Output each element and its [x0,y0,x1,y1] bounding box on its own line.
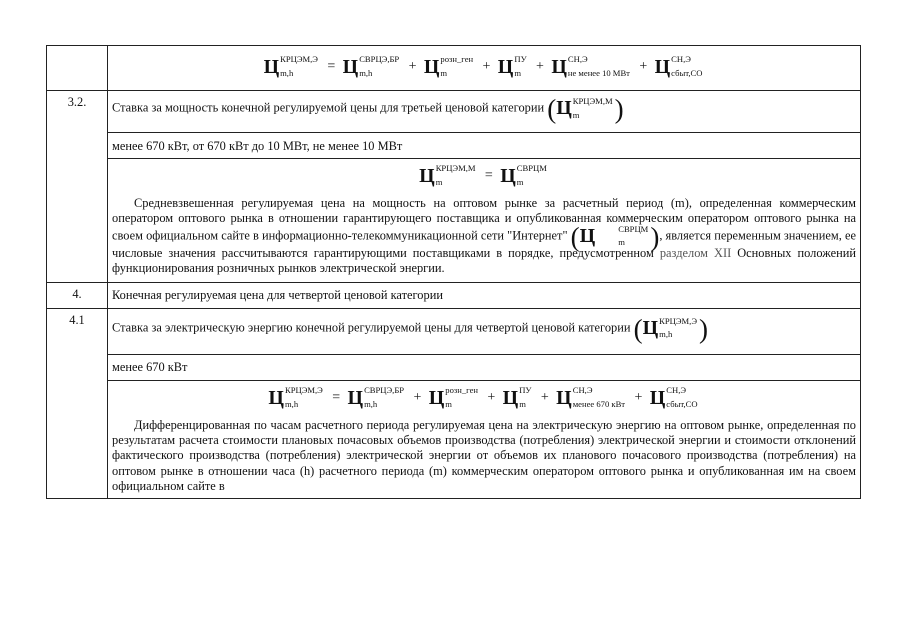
paren-open: ( [570,222,580,253]
formula-subscript: сбыт,СО [666,398,698,409]
row-4-1-paragraph: Дифференцированная по часам расчетного периода регулируемая цена на электрическую энергию на оптовом рынке, определенная по результатам расчета стоимости плановых почасовых объемов производства (потребления) электрической энергии и стоимости отклонений фактического производства (потребления) электрической энергии от объемов их планового почасового производства (потребления) на оптовом рынке в отношении часа (h) расчетного периода (m) коммерческим оператором оптового рынка и опубликованная им на своем официальном сайте в [112,417,856,494]
formula-superscript: СВРЦЭ,БР [359,54,400,65]
row-3-2-title-cell [108,91,861,133]
formula-operator: = [484,168,493,183]
formula-symbol: Ц [556,386,572,409]
formula-symbol: Ц [500,165,516,187]
document-page [46,45,861,499]
formula-operator: + [536,59,544,74]
formula-symbol: Ц [268,386,284,409]
formula-subscript: m [435,176,443,187]
formula-cell [108,46,861,91]
formula-subscript: m [519,398,526,409]
formula-symbol: Ц [579,225,596,248]
formula-operator: + [408,59,417,74]
section-reference-link[interactable]: разделом XII [659,245,732,260]
formula-subscript: m,h [359,67,373,78]
formula-symbol: Ц [556,97,572,120]
formula-superscript: КРЦЭМ,Э [284,385,323,396]
formula-symbol: Ц [654,56,671,78]
table-row-4 [47,282,861,308]
formula-symbol: Ц [502,386,519,409]
paragraph-text: Основных положений функционирования розничных рынков электрической энергии. [112,245,856,276]
formula-symbol: Ц [263,56,280,78]
formula-symbol: Ц [649,386,666,409]
row-4-1-title-formula [633,313,708,344]
formula-subscript: сбыт,СО [671,67,703,78]
formula-symbol: Ц [347,386,364,409]
table-row-4-1 [47,308,861,354]
formula-symbol: Ц [419,165,435,187]
formula-subscript: m [445,398,452,409]
formula-superscript: КРЦЭМ,Э [280,54,318,65]
formula-subscript: m,h [364,398,378,409]
formula-subscript: m [440,67,448,78]
formula-operator: + [482,59,491,74]
formula-operator: + [540,389,549,405]
formula-superscript: СН,Э [567,54,588,65]
formula-subscript: m [618,237,625,248]
formula-superscript: КРЦЭМ,Э [659,315,697,326]
row-4-1-title: Ставка за электрическую энергию конечной регулируемой цены для четвертой ценовой категории [112,319,631,334]
table-row-3-2-body [47,159,861,283]
table-row-4-1-range [47,354,861,380]
formula-symbol: Ц [551,56,567,78]
paren-open: ( [547,94,557,125]
formula-symbol: Ц [423,56,440,78]
formula-superscript: ПУ [519,385,532,396]
row-3-2-paragraph [112,196,856,277]
formula-superscript: розн_ген [440,54,474,65]
formula-superscript: СВРЦМ [516,163,547,174]
row-4-1-range: менее 670 кВт [108,354,861,380]
formula-superscript: СН,Э [671,54,691,65]
paren-open: ( [633,313,643,344]
formula-superscript: СН,Э [572,385,593,396]
formula-superscript: СН,Э [666,385,687,396]
row-number-3-2: 3.2. [47,91,108,283]
formula-operator: = [332,389,341,405]
row-4-title: Конечная регулируемая цена для четвертой ценовой категории [108,282,861,308]
paragraph-inline-formula [570,222,660,253]
row-3-2-range: менее 670 кВт, от 670 кВт до 10 МВт, не менее 10 МВт [108,133,861,159]
row-4-1-title-cell [108,308,861,354]
table-row-formula-top [47,46,861,91]
row-3-2-body-cell [108,159,861,283]
paren-close: ) [650,222,660,253]
row-number-4-1: 4.1 [47,308,108,498]
formula-subscript: m,h [280,67,294,78]
formula-energy-rate [112,50,856,77]
formula-superscript: ПУ [514,54,527,65]
paragraph-text: Средневзвешенная регулируемая цена на мощность на оптовом рынке за расчетный период (m), определенная коммерческим оператором оптового рынка в отношении гарантирующего поставщика и опубликованная коммерческим оператором оптового рынка на своем официальном сайте в информационно-телекоммуникационной сети "Интернет" [112,196,856,243]
formula-superscript: СВРЦМ [618,223,649,234]
paragraph-text: , является переменным значением, ее числовые значения рассчитываются гарантирующими поставщиками в порядке, предусмотренном [112,228,856,260]
tariff-table [46,45,861,499]
table-row-4-1-body [47,380,861,498]
formula-operator: + [634,389,643,405]
formula-operator: + [639,59,648,74]
paren-close: ) [614,94,624,125]
table-row-3-2 [47,91,861,133]
formula-subscript: m,h [659,329,673,340]
formula-subscript: m [516,176,524,187]
row-3-2-title-formula [547,94,624,125]
formula-capacity-rate [112,165,856,186]
formula-operator: + [413,389,422,405]
row-3-2-title: Ставка за мощность конечной регулируемой цены для третьей ценовой категории [112,100,545,115]
formula-symbol: Ц [497,56,514,78]
table-row-3-2-range [47,133,861,159]
formula-subscript: m [572,109,580,120]
formula-symbol: Ц [342,56,359,78]
row-4-1-body-cell [108,380,861,498]
formula-superscript: КРЦЭМ,М [435,163,476,174]
formula-symbol: Ц [428,386,445,409]
formula-superscript: КРЦЭМ,М [572,96,613,106]
paren-close: ) [699,313,708,344]
formula-superscript: розн_ген [445,385,478,396]
formula-superscript: СВРЦЭ,БР [364,385,405,396]
formula-operator: = [327,59,336,74]
formula-subscript: не менее 10 МВт [567,67,630,78]
row-number-empty [47,46,108,91]
formula-symbol: Ц [642,316,659,339]
formula-subscript: менее 670 кВт [572,398,626,409]
formula-subscript: m,h [284,398,299,409]
formula-operator: + [487,389,496,405]
formula-subscript: m [514,67,522,78]
row-number-4: 4. [47,282,108,308]
formula-energy-rate-4 [112,387,856,408]
